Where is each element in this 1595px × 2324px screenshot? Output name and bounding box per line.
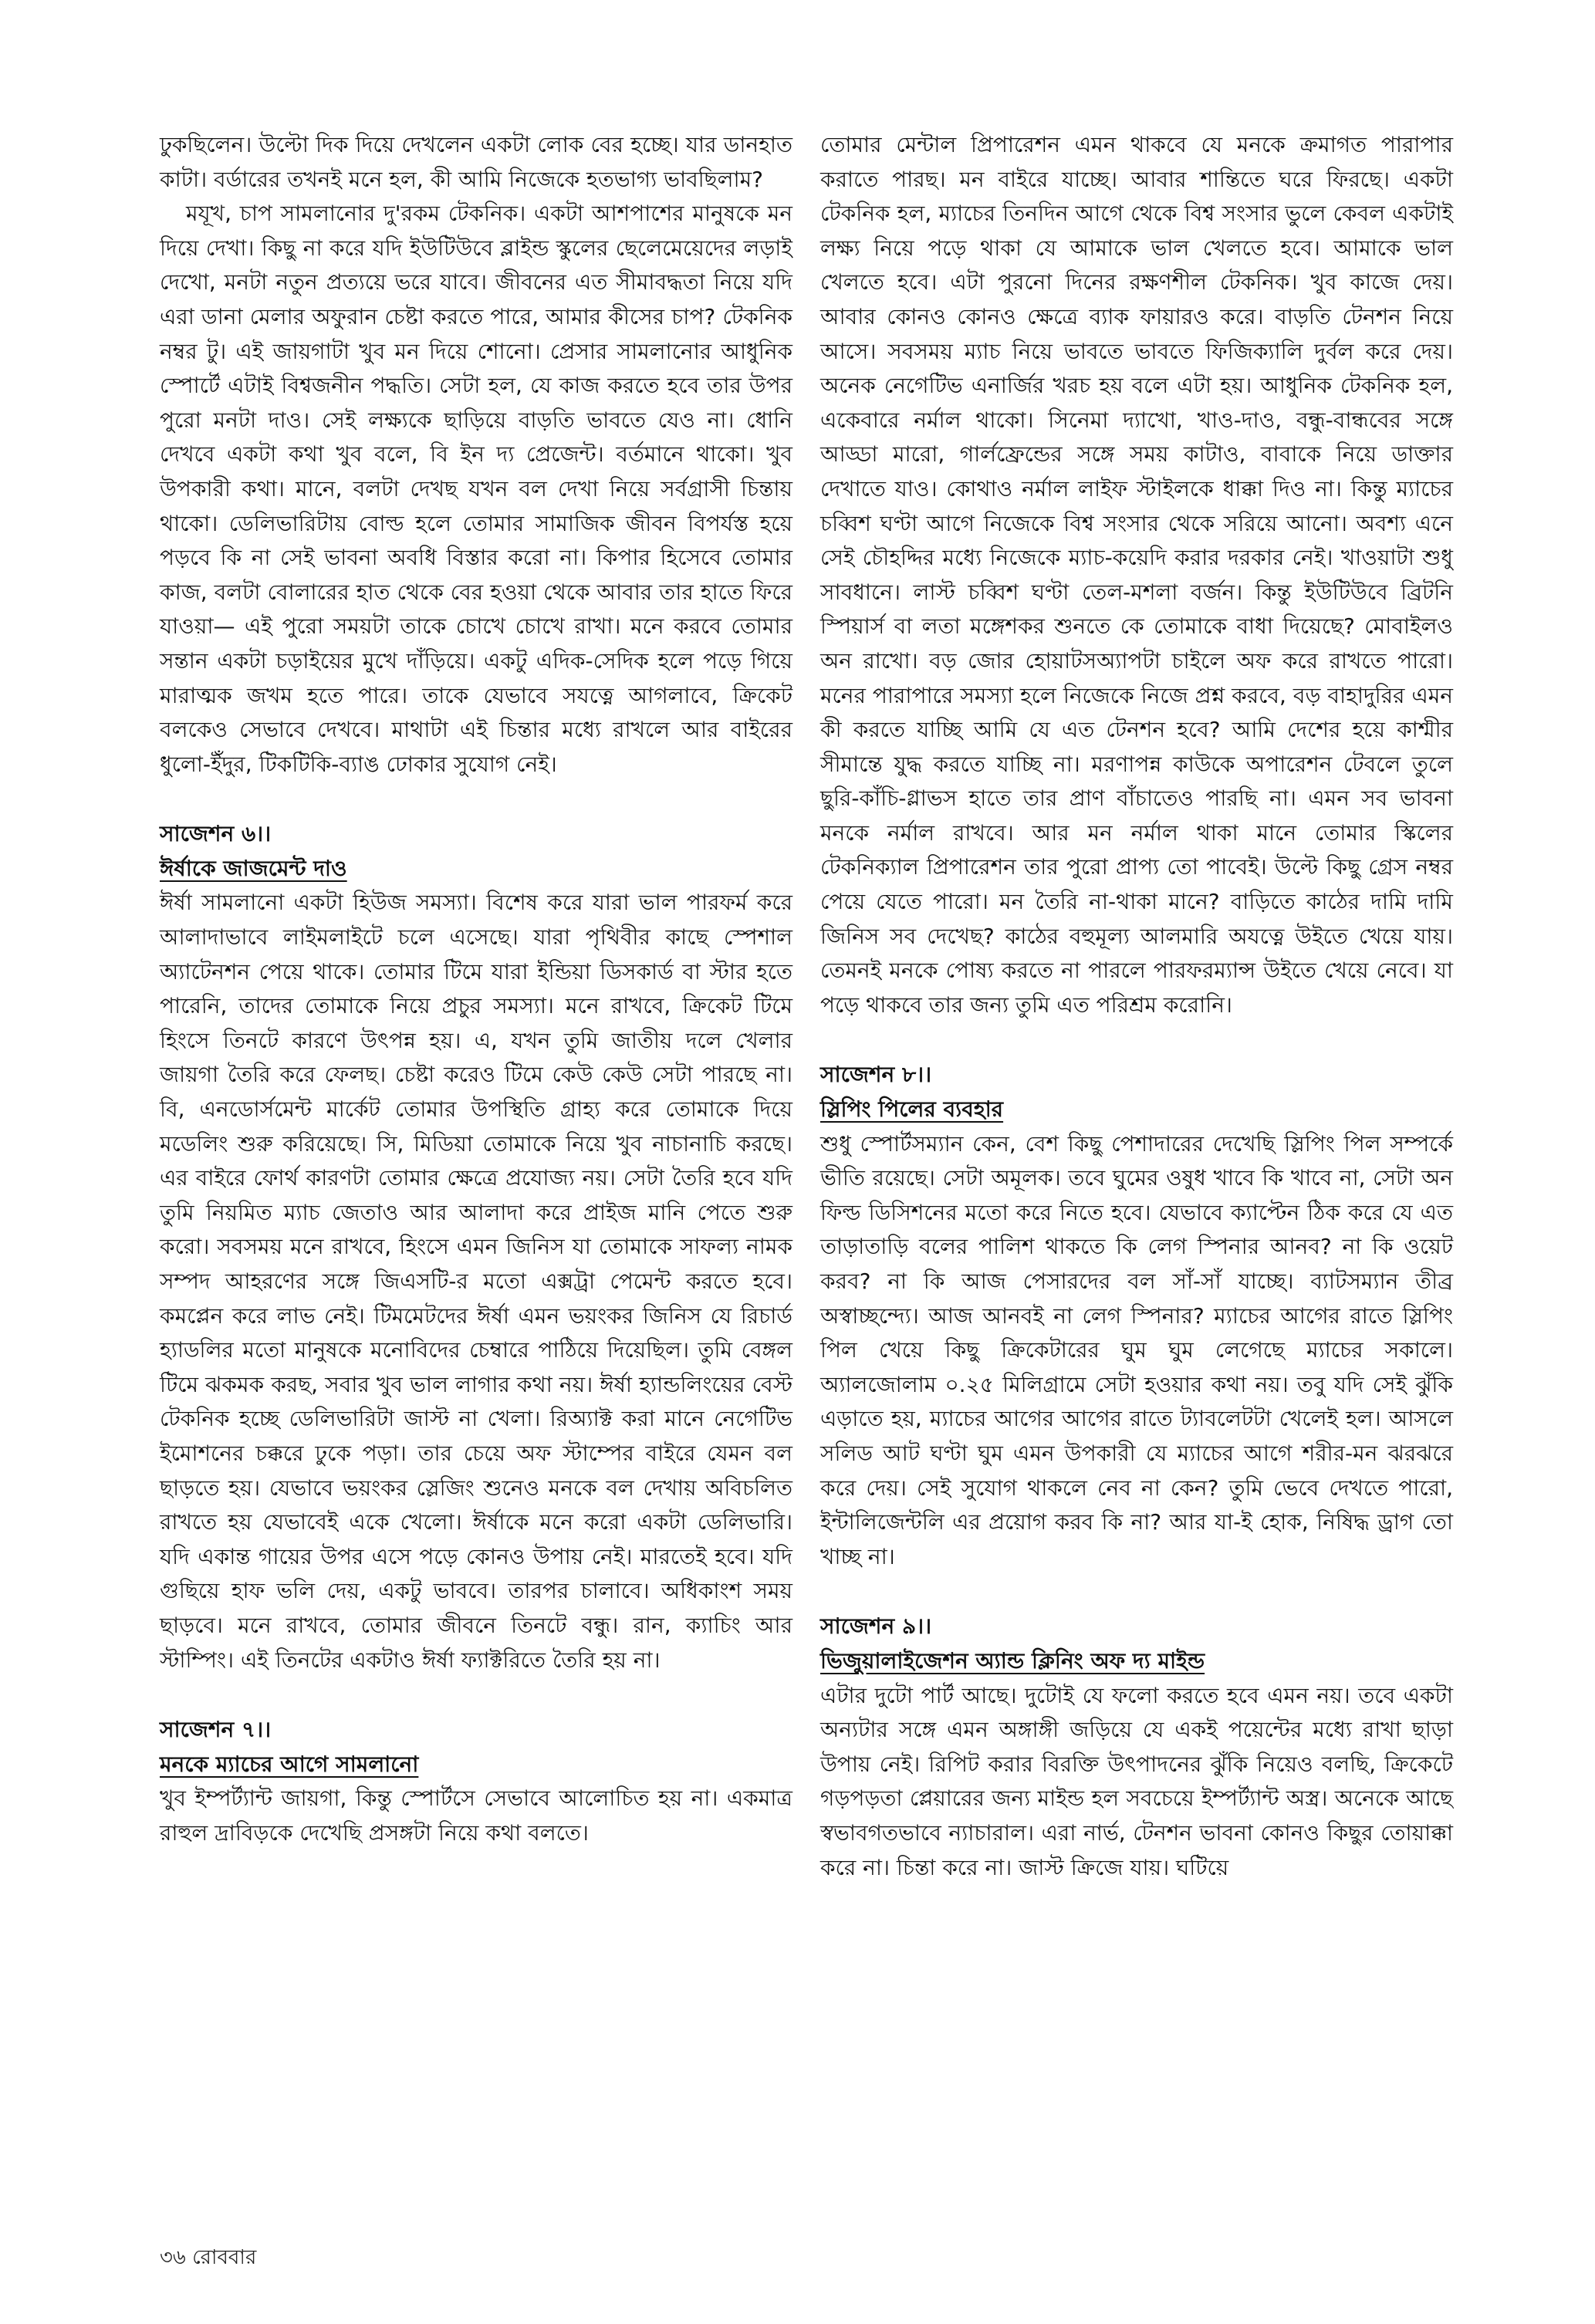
page-folio: ৩৬ রোববার [160, 2246, 257, 2269]
intro-paragraph-1: ঢুকছিলেন। উল্টো দিক দিয়ে দেখলেন একটা লোক বের হচ্ছে। যার ডানহাত কাটা। বর্ডারের তখনই মনে হল, কী আমি নিজেকে হতভাগ্য ভাবছিলাম? [160, 132, 792, 192]
suggestion-6-body: ঈর্ষা সামলানো একটা হিউজ সমস্যা। বিশেষ করে যারা ভাল পারফর্ম করে আলাদাভাবে লাইমলাইটে চলে এসেছে। যারা পৃথিবীর কাছে স্পেশাল অ্যাটেনশন পেয়ে থাকে। তোমার টিমে যারা ইন্ডিয়া ডিসকার্ড বা স্টার হতে পারেনি, তাদের তোমাকে নিয়ে প্রচুর সমস্যা। মনে রাখবে, ক্রিকেট টিমে হিংসে তিনটে কারণে উৎপন্ন হয়। এ, যখন তুমি জাতীয় দলে খেলার জায়গা তৈরি করে ফেলছ। চেষ্টা করেও টিমে কেউ কেউ সেটা পারছে না। বি, এনডোর্সমেন্ট মার্কেট তোমার উপস্থিতি গ্রাহ্য করে তোমাকে দিয়ে মডেলিং শুরু করিয়েছে। সি, মিডিয়া তোমাকে নিয়ে খুব নাচানাচি করছে। এর বাইরে ফোর্থ কারণটা তোমার ক্ষেত্রে প্রযোজ্য নয়। সেটা তৈরি হবে যদি তুমি নিয়মিত ম্যাচ জেতাও আর আলাদা করে প্রাইজ মানি পেতে শুরু করো। সবসময় মনে রাখবে, হিংসে এমন জিনিস যা তোমাকে সাফল্য নামক সম্পদ আহরণের সঙ্গে জিএসটি-র মতো এক্সট্রা পেমেন্ট করতে হবে। কমপ্লেন করে লাভ নেই। টিমমেটদের ঈর্ষা এমন ভয়ংকর জিনিস যে রিচার্ড হ্যাডলির মতো মানুষকে মনোবিদের চেম্বারে পাঠিয়ে দিয়েছিল। তুমি বেঙ্গল টিমে ঝকমক করছ, সবার খুব ভাল লাগার কথা নয়। ঈর্ষা হ্যান্ডলিংয়ের বেস্ট টেকনিক হচ্ছে ডেলিভারিটা জাস্ট না খেলা। রিঅ্যাক্ট করা মানে নেগেটিভ ইমোশনের চক্করে ঢুকে পড়া। তার চেয়ে অফ স্টাম্পের বাইরে যেমন বল ছাড়তে হয়। যেভাবে ভয়ংকর স্লেজিং শুনেও মনকে বল দেখায় অবিচলিত রাখতে হয় যেভাবেই একে খেলো। ঈর্ষাকে মনে করো একটা ডেলিভারি। যদি একান্ত গায়ের উপর এসে পড়ে কোনও উপায় নেই। মারতেই হবে। যদি গুছিয়ে হাফ ভলি দেয়, একটু ভাববে। তারপর চালাবে। অধিকাংশ সময় ছাড়বে। মনে রাখবে, তোমার জীবনে তিনটে বন্ধু। রান, ক্যাচিং আর স্টাম্পিং। এই তিনটের একটাও ঈর্ষা ফ্যাক্টরিতে তৈরি হয় না। [160, 890, 792, 1673]
suggestion-8-title: স্লিপিং পিলের ব্যবহার [820, 1096, 1004, 1123]
suggestion-7-title: মনকে ম্যাচের আগে সামলানো [160, 1751, 419, 1777]
suggestion-7-continued: তোমার মেন্টাল প্রিপারেশন এমন থাকবে যে মনকে ক্রমাগত পারাপার করাতে পারছ। মন বাইরে যাচ্ছে। আবার শান্তিতে ঘরে ফিরছে। একটা টেকনিক হল, ম্যাচের তিনদিন আগে থেকে বিশ্ব সংসার ভুলে কেবল একটাই লক্ষ্য নিয়ে পড়ে থাকা যে আমাকে ভাল খেলতে হবে। আমাকে ভাল খেলতে হবে। এটা পুরনো দিনের রক্ষণশীল টেকনিক। খুব কাজে দেয়। আবার কোনও কোনও ক্ষেত্রে ব্যাক ফায়ারও করে। বাড়তি টেনশন নিয়ে আসে। সবসময় ম্যাচ নিয়ে ভাবতে ভাবতে ফিজিক্যালি দুর্বল করে দেয়। অনেক নেগেটিভ এনার্জির খরচ হয় বলে এটা হয়। আধুনিক টেকনিক হল, একেবারে নর্মাল থাকো। সিনেমা দ্যাখো, খাও-দাও, বন্ধু-বান্ধবের সঙ্গে আড্ডা মারো, গার্লফ্রেন্ডের সঙ্গে সময় কাটাও, বাবাকে নিয়ে ডাক্তার দেখাতে যাও। কোথাও নর্মাল লাইফ স্টাইলকে ধাক্কা দিও না। কিন্তু ম্যাচের চব্বিশ ঘণ্টা আগে নিজেকে বিশ্ব সংসার থেকে সরিয়ে আনো। অবশ্য এনে সেই চৌহদ্দির মধ্যে নিজেকে ম্যাচ-কয়েদি করার দরকার নেই। খাওয়াটা শুধু সাবধানে। লাস্ট চব্বিশ ঘণ্টা তেল-মশলা বর্জন। কিন্তু ইউটিউবে ব্রিটনি স্পিয়ার্স বা লতা মঙ্গেশকর শুনতে কে তোমাকে বাধা দিয়েছে? মোবাইলও অন রাখো। বড় জোর হোয়াটসঅ্যাপটা চাইলে অফ করে রাখতে পারো। মনের পারাপারে সমস্যা হলে নিজেকে নিজে প্রশ্ন করবে, বড় বাহাদুরির এমন কী করতে যাচ্ছি আমি যে এত টেনশন হবে? আমি দেশের হয়ে কাশ্মীর সীমান্তে যুদ্ধ করতে যাচ্ছি না। মরণাপন্ন কাউকে অপারেশন টেবলে তুলে ছুরি-কাঁচি-গ্লাভস হাতে তার প্রাণ বাঁচাতেও পারছি না। এমন সব ভাবনা মনকে নর্মাল রাখবে। আর মন নর্মাল থাকা মানে তোমার স্কিলের টেকনিক্যাল প্রিপারেশন তার পুরো প্রাপ্য তো পাবেই। উল্টে কিছু গ্রেস নম্বর পেয়ে যেতে পারো। মন তৈরি না-থাকা মানে? বাড়িতে কাঠের দামি দামি জিনিস সব দেখেছ? কাঠের বহুমূল্য আলমারি অযত্নে উইতে খেয়ে যায়। তেমনই মনকে পোষ্য করতে না পারলে পারফরম্যান্স উইতে খেয়ে নেবে। যা পড়ে থাকবে তার জন্য তুমি এত পরিশ্রম করোনি। [820, 132, 1453, 1018]
suggestion-9-section [820, 1610, 1453, 1885]
suggestion-9-body: এটার দুটো পার্ট আছে। দুটোই যে ফলো করতে হবে এমন নয়। তবে একটা অন্যটার সঙ্গে এমন অঙ্গাঙ্গী জড়িয়ে যে একই পয়েন্টের মধ্যে রাখা ছাড়া উপায় নেই। রিপিট করার বিরক্তি উৎপাদনের ঝুঁকি নিয়েও বলছি, ক্রিকেটে গড়পড়তা প্লেয়ারের জন্য মাইন্ড হল সবচেয়ে ইম্পর্ট্যান্ট অস্ত্র। অনেকে আছে স্বভাবগতভাবে ন্যাচারাল। এরা নার্ভ, টেনশন ভাবনা কোনও কিছুর তোয়াক্কা করে না। চিন্তা করে না। জাস্ট ক্রিজে যায়। ঘটিয়ে [820, 1682, 1453, 1880]
suggestion-6-title: ঈর্ষাকে জাজমেন্ট দাও [160, 855, 347, 881]
suggestion-9-title: ভিজুয়ালাইজেশন অ্যান্ড ক্লিনিং অফ দ্য মাইন্ড [820, 1647, 1205, 1674]
suggestion-8-label: সাজেশন ৮।। [820, 1062, 932, 1088]
suggestion-7-section [160, 1713, 792, 1850]
suggestion-6-section [160, 817, 792, 1677]
suggestion-8-body: শুধু স্পোর্টসম্যান কেন, বেশ কিছু পেশাদারের দেখেছি স্লিপিং পিল সম্পর্কে ভীতি রয়েছে। সেটা অমূলক। তবে ঘুমের ওষুধ খাবে কি খাবে না, সেটা অন ফিল্ড ডিসিশনের মতো করে নিতে হবে। যেভাবে ক্যাপ্টেন ঠিক করে যে এত তাড়াতাড়ি বলের পালিশ থাকতে কি লেগ স্পিনার আনব? না কি ওয়েট করব? না কি আজ পেসারদের বল সাঁ-সাঁ যাচ্ছে। ব্যাটসম্যান তীব্র অস্বাচ্ছন্দ্যে। আজ আনবই না লেগ স্পিনার? ম্যাচের আগের রাতে স্লিপিং পিল খেয়ে কিছু ক্রিকেটারের ঘুম ঘুম লেগেছে ম্যাচের সকালে। অ্যালজোলাম ০.২৫ মিলিগ্রামে সেটা হওয়ার কথা নয়। তবু যদি সেই ঝুঁকি এড়াতে হয়, ম্যাচের আগের আগের রাতে ট্যাবলেটটা খেলেই হল। আসলে সলিড আট ঘণ্টা ঘুম এমন উপকারী যে ম্যাচের আগে শরীর-মন ঝরঝরে করে দেয়। সেই সুযোগ থাকলে নেব না কেন? তুমি ভেবে দেখতে পারো, ইন্টালিজেন্টলি এর প্রয়োগ করব কি না? আর যা-ই হোক, নিষিদ্ধ ড্রাগ তো খাচ্ছ না। [820, 1130, 1453, 1569]
intro-paragraph-2: মযূখ, চাপ সামলানোর দু'রকম টেকনিক। একটা আশপাশের মানুষকে মন দিয়ে দেখা। কিছু না করে যদি ইউটিউবে ব্লাইন্ড স্কুলের ছেলেমেয়েদের লড়াই দেখো, মনটা নতুন প্রত্যয়ে ভরে যাবে। জীবনের এত সীমাবদ্ধতা নিয়ে যদি এরা ডানা মেলার অফুরান চেষ্টা করতে পারে, আমার কীসের চাপ? টেকনিক নম্বর টু। এই জায়গাটা খুব মন দিয়ে শোনো। প্রেসার সামলানোর আধুনিক স্পোর্টে এটাই বিশ্বজনীন পদ্ধতি। সেটা হল, যে কাজ করতে হবে তার উপর পুরো মনটা দাও। সেই লক্ষ্যকে ছাড়িয়ে বাড়তি ভাবতে যেও না। ধোনি দেখবে একটা কথা খুব বলে, বি ইন দ্য প্রেজেন্ট। বর্তমানে থাকো। খুব উপকারী কথা। মানে, বলটা দেখছ যখন বল দেখা নিয়ে সর্বগ্রাসী চিন্তায় থাকো। ডেলিভারিটায় বোল্ড হলে তোমার সামাজিক জীবন বিপর্যস্ত হয়ে পড়বে কি না সেই ভাবনা অবধি বিস্তার করো না। কিপার হিসেবে তোমার কাজ, বলটা বোলারের হাত থেকে বের হওয়া থেকে আবার তার হাতে ফিরে যাওয়া— এই পুরো সময়টা তাকে চোখে চোখে রাখা। মনে করবে তোমার সন্তান একটা চড়াইয়ের মুখে দাঁড়িয়ে। একটু এদিক-সেদিক হলে পড়ে গিয়ে মারাত্মক জখম হতে পারে। তাকে যেভাবে সযত্নে আগলাবে, ক্রিকেট বলকেও সেভাবে দেখবে। মাথাটা এই চিন্তার মধ্যে রাখলে আর বাইরের ধুলো-ইঁদুর, টিকটিকি-ব্যাঙ ঢোকার সুযোগ নেই। [160, 201, 792, 777]
suggestion-9-label: সাজেশন ৯।। [820, 1613, 932, 1640]
right-column [820, 128, 1453, 1885]
left-column [160, 128, 792, 1851]
suggestion-8-section [820, 1058, 1453, 1574]
suggestion-7-label: সাজেশন ৭।। [160, 1717, 272, 1743]
suggestion-6-label: সাজেশন ৬।। [160, 821, 272, 847]
suggestion-7-body: খুব ইম্পর্ট্যান্ট জায়গা, কিন্তু স্পোর্টসে সেভাবে আলোচিত হয় না। একমাত্র রাহুল দ্রাবিড়কে দেখেছি প্রসঙ্গটা নিয়ে কথা বলতে। [160, 1785, 792, 1846]
